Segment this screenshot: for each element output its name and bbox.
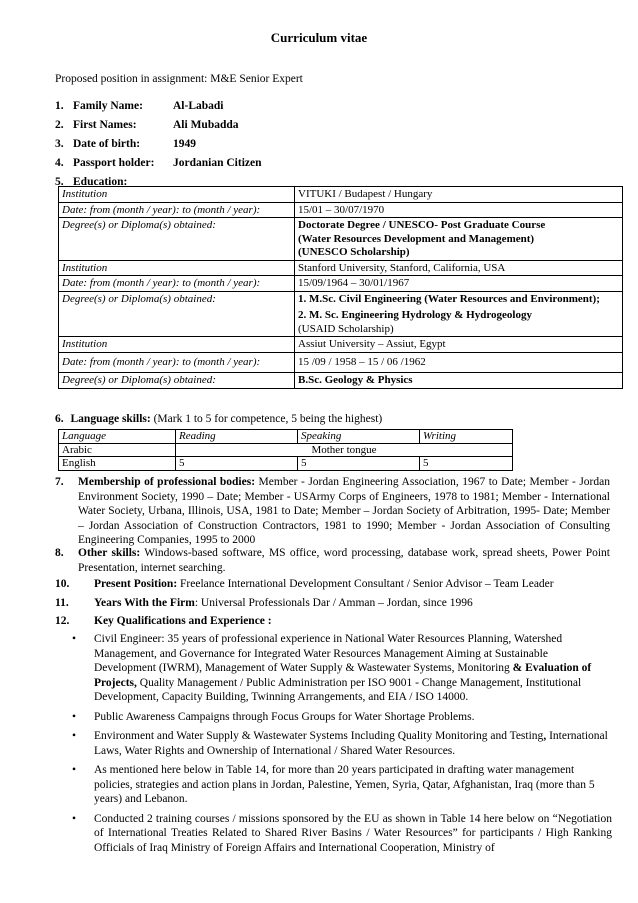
info-label: First Names:: [73, 119, 137, 131]
edu-label: Date: from (month / year): to (month / year):: [59, 352, 295, 373]
language-table: [58, 429, 513, 471]
edu-label: Date: from (month / year): to (month / year):: [59, 202, 295, 218]
edu-row: [59, 218, 623, 261]
education-table: [58, 186, 623, 389]
info-label: Family Name:: [73, 100, 143, 112]
section-number: 12.: [55, 615, 70, 627]
info-value: 1949: [173, 138, 196, 150]
other-skills-section: Other skills: Windows-based software, MS office, word processing, database work, spread sheets, Power Point Presentation, internet searching.: [78, 547, 610, 574]
info-row: 5. Education:: [55, 175, 262, 194]
info-label: Education:: [73, 176, 128, 188]
edu-institution: Stanford University, Stanford, California, USA: [295, 260, 623, 276]
bullet-icon: •: [72, 730, 77, 742]
edu-degree: Doctorate Degree / UNESCO- Post Graduate Course (Water Resources Development and Management) (UNESCO Scholarship): [295, 218, 623, 261]
list-item: • Conducted 2 training courses / missions sponsored by the EU as shown in Table 14 here below on “Negotiation of International Treaties Related to Shared River Basins / Water Resources” for participants / High Ranking Officials of Iraq Ministry of Foreign Affairs and International Cooperation, Ministry of: [72, 812, 612, 854]
lang-row: Arabic Mother tongue: [59, 443, 513, 457]
edu-degree: 1. M.Sc. Civil Engineering (Water Resources and Environment); 2. M. Sc. Engineering Hydrology & Hydrogeology (USAID Scholarship): [295, 291, 623, 337]
section-number: 11.: [55, 597, 69, 609]
edu-institution: Assiut University – Assiut, Egypt: [295, 337, 623, 353]
list-item: • Environment and Water Supply & Wastewater Systems Including Quality Monitoring and Testing, International Laws, Water Rights and Ownership of International / Shared Water Resources.: [72, 730, 608, 757]
proposed-position: Proposed position in assignment: M&E Senior Expert: [55, 73, 303, 85]
present-position: Present Position: Freelance International Development Consultant / Senior Advisor – Team Leader: [94, 578, 554, 590]
edu-date: 15/01 – 30/07/1970: [295, 202, 623, 218]
bullet-icon: •: [72, 633, 77, 645]
edu-row: [59, 291, 623, 337]
personal-info: [55, 99, 262, 194]
edu-label: Institution: [59, 260, 295, 276]
info-row: 3. Date of birth: 1949: [55, 137, 262, 156]
section-number: 10.: [55, 578, 70, 590]
document-title: Curriculum vitae: [270, 30, 368, 45]
edu-row: [59, 352, 623, 373]
edu-label: Institution: [59, 187, 295, 203]
edu-label: Date: from (month / year): to (month / year):: [59, 276, 295, 292]
edu-label: Institution: [59, 337, 295, 353]
bullet-icon: •: [72, 812, 77, 825]
edu-label: Degree(s) or Diploma(s) obtained:: [59, 218, 295, 261]
info-value: Ali Mubadda: [173, 119, 239, 131]
edu-institution: VITUKI / Budapest / Hungary: [295, 187, 623, 203]
bullet-icon: •: [72, 710, 77, 723]
list-item: • Civil Engineer: 35 years of professional experience in National Water Resources Planning, Watershed Management, and Governance for Integrated Water Resources Management Aiming at Sustainable Development (IWRM), Management of Water Supply & Wastewater Systems, Monitoring & Evaluation of Projects, Quality Management / Public Administration per ISO 9001 - Change Management, Institutional Development, Capacity Building, Twinning Arrangements, and EIA / ISO 14000.: [72, 633, 592, 703]
bullet-icon: •: [72, 764, 77, 776]
language-heading: 6. Language skills: (Mark 1 to 5 for competence, 5 being the highest): [55, 413, 383, 425]
info-label: Date of birth:: [73, 138, 141, 150]
list-item: • As mentioned here below in Table 14, for more than 20 years participated in drafting water management policies, strategies and action plans in Jordan, Palestine, Yemen, Syria, Qatar, Afghanistan, Iraq (more than 5 years) and Lebanon.: [72, 764, 595, 805]
lang-row: English 5 5 5: [59, 457, 513, 471]
edu-degree: B.Sc. Geology & Physics: [295, 373, 623, 389]
lang-header-row: Language Reading Speaking Writing: [59, 430, 513, 444]
membership-section: Membership of professional bodies: Member - Jordan Engineering Association, 1967 to Date; Member - Jordan Environment Society, 1990 – Date; Member - USArmy Corps of Engineers, 1978 to 1981; Member - International Water Society, Urbana, Illinois, USA, 1981 to Date; Member – Jordan Society of Arbitration, 1995- Date; Member – Jordan Association of Construction Contractors, 1981 to 1990; Member - Jordan Association of Consulting Engineering Companies, 1995 to 2000: [78, 476, 610, 546]
edu-row: [59, 337, 623, 353]
edu-row: [59, 373, 623, 389]
info-row: 1. Family Name: Al-Labadi: [55, 99, 262, 118]
edu-row: [59, 276, 623, 292]
years-with-firm: Years With the Firm: Universal Professionals Dar / Amman – Jordan, since 1996: [94, 597, 473, 609]
qualifications-list: [72, 632, 612, 860]
edu-row: [59, 187, 623, 203]
edu-label: Degree(s) or Diploma(s) obtained:: [59, 373, 295, 389]
info-label: Passport holder:: [73, 157, 155, 169]
edu-row: [59, 260, 623, 276]
section-number: 8.: [55, 547, 64, 559]
key-qualifications-heading: Key Qualifications and Experience :: [94, 615, 272, 627]
list-item: • Public Awareness Campaigns through Focus Groups for Water Shortage Problems.: [72, 710, 475, 723]
edu-row: [59, 202, 623, 218]
info-value: Jordanian Citizen: [173, 157, 262, 169]
info-row: 2. First Names: Ali Mubadda: [55, 118, 262, 137]
section-number: 7.: [55, 476, 64, 488]
edu-label: Degree(s) or Diploma(s) obtained:: [59, 291, 295, 337]
edu-date: 15/09/1964 – 30/01/1967: [295, 276, 623, 292]
info-value: Al-Labadi: [173, 100, 224, 112]
info-row: 4. Passport holder: Jordanian Citizen: [55, 156, 262, 175]
edu-date: 15 /09 / 1958 – 15 / 06 /1962: [295, 352, 623, 373]
